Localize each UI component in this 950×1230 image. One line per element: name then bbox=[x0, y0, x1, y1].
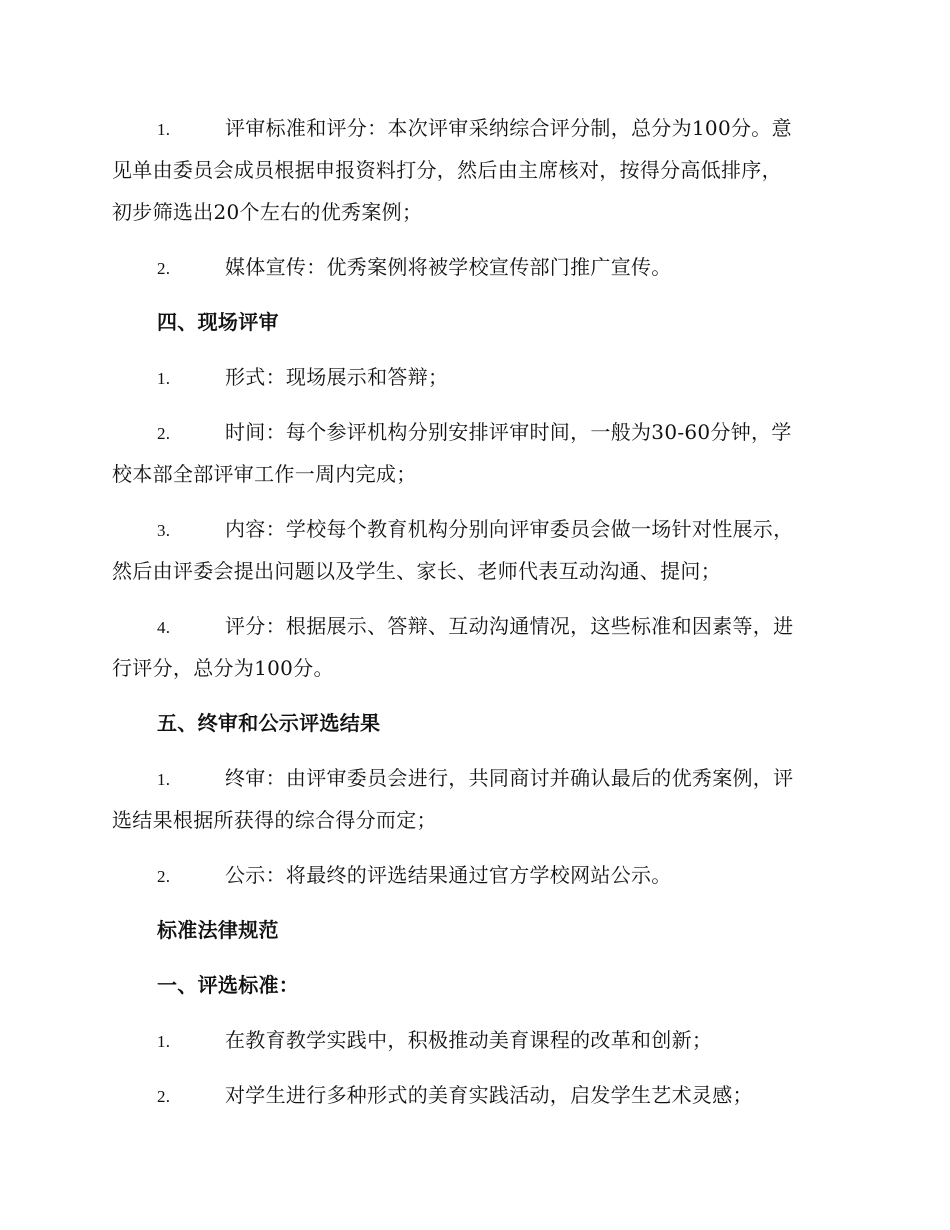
list-number: 2. bbox=[157, 1087, 171, 1106]
paragraph-line: 初步筛选出20个左右的优秀案例； bbox=[112, 200, 423, 224]
list-number: 3. bbox=[157, 521, 171, 540]
paragraph-text: 时间：每个参评机构分别安排评审时间，一般为30-60分钟，学 bbox=[225, 420, 792, 444]
list-item bbox=[157, 863, 882, 889]
section-heading: 一、评选标准： bbox=[157, 973, 300, 997]
section-heading: 四、现场评审 bbox=[157, 310, 279, 334]
section-heading: 五、终审和公示评选结果 bbox=[157, 711, 381, 735]
list-number: 1. bbox=[157, 1032, 171, 1051]
list-number: 1. bbox=[157, 120, 171, 139]
list-number: 2. bbox=[157, 259, 171, 278]
paragraph-text: 内容：学校每个教育机构分别向评审委员会做一场针对性展示， bbox=[225, 517, 794, 541]
list-item bbox=[157, 1028, 882, 1054]
list-item bbox=[157, 365, 882, 391]
paragraph-line: 选结果根据所获得的综合得分而定； bbox=[112, 808, 437, 832]
paragraph-text: 公示：将最终的评选结果通过官方学校网站公示。 bbox=[225, 863, 672, 887]
list-item bbox=[157, 420, 882, 446]
paragraph-text: 媒体宣传：优秀案例将被学校宣传部门推广宣传。 bbox=[225, 255, 672, 279]
list-item bbox=[157, 1083, 882, 1109]
paragraph-text: 对学生进行多种形式的美育实践活动，启发学生艺术灵感； bbox=[225, 1083, 753, 1107]
list-item bbox=[157, 614, 882, 640]
paragraph-text: 形式：现场展示和答辩； bbox=[225, 365, 449, 389]
list-item bbox=[157, 116, 882, 142]
paragraph-line: 然后由评委会提出问题以及学生、家长、老师代表互动沟通、提问； bbox=[112, 559, 721, 583]
list-item bbox=[157, 766, 882, 792]
list-number: 1. bbox=[157, 369, 171, 388]
paragraph-text: 评分：根据展示、答辩、互动沟通情况，这些标准和因素等，进 bbox=[225, 614, 794, 638]
list-item bbox=[157, 517, 882, 543]
paragraph-line: 校本部全部评审工作一周内完成； bbox=[112, 462, 417, 486]
list-item bbox=[157, 255, 882, 281]
list-number: 2. bbox=[157, 867, 171, 886]
list-number: 2. bbox=[157, 424, 171, 443]
paragraph-text: 评审标准和评分：本次评审采纳综合评分制，总分为100分。意 bbox=[225, 116, 792, 140]
paragraph-line: 见单由委员会成员根据申报资料打分，然后由主席核对，按得分高低排序， bbox=[112, 158, 782, 182]
paragraph-line: 行评分，总分为100分。 bbox=[112, 656, 334, 680]
section-heading: 标准法律规范 bbox=[157, 918, 279, 942]
paragraph-text: 在教育教学实践中，积极推动美育课程的改革和创新； bbox=[225, 1028, 713, 1052]
list-number: 4. bbox=[157, 618, 171, 637]
paragraph-text: 终审：由评审委员会进行，共同商讨并确认最后的优秀案例，评 bbox=[225, 766, 794, 790]
list-number: 1. bbox=[157, 770, 171, 789]
